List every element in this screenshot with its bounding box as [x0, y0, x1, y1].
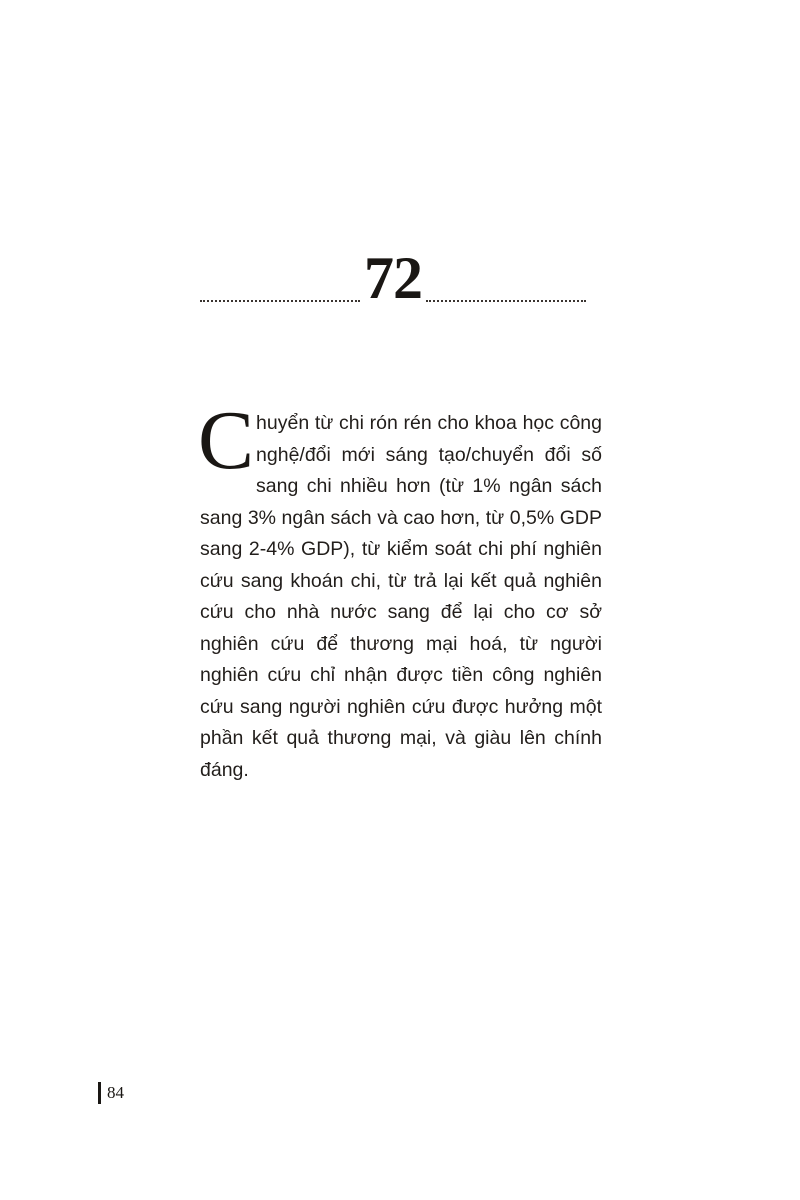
- paragraph-text: huyển từ chi rón rén cho khoa học công nghệ/đổi mới sáng tạo/chuyển đổi số sang chi nhiều hơn (từ 1% ngân sách sang 3% ngân sách và cao hơn, từ 0,5% GDP sang 2-4% GDP), từ kiểm soát chi phí nghiên cứu sang khoán chi, từ trả lại kết quả nghiên cứu cho nhà nước sang để lại cho cơ sở nghiên cứu để thương mại hoá, từ người nghiên cứu chỉ nhận được tiền công nghiên cứu sang người nghiên cứu được hưởng một phần kết quả thương mại, và giàu lên chính đáng.: [200, 412, 602, 781]
- folio-bar: [98, 1082, 101, 1104]
- body-paragraph: [198, 394, 602, 786]
- left-dotted-leader: [200, 300, 360, 302]
- page-footer: [98, 1082, 124, 1104]
- chapter-number: 72: [364, 245, 422, 311]
- chapter-header: [200, 245, 586, 311]
- right-dotted-leader: [426, 300, 586, 302]
- drop-cap: C: [198, 394, 255, 487]
- page-number: 84: [107, 1083, 124, 1102]
